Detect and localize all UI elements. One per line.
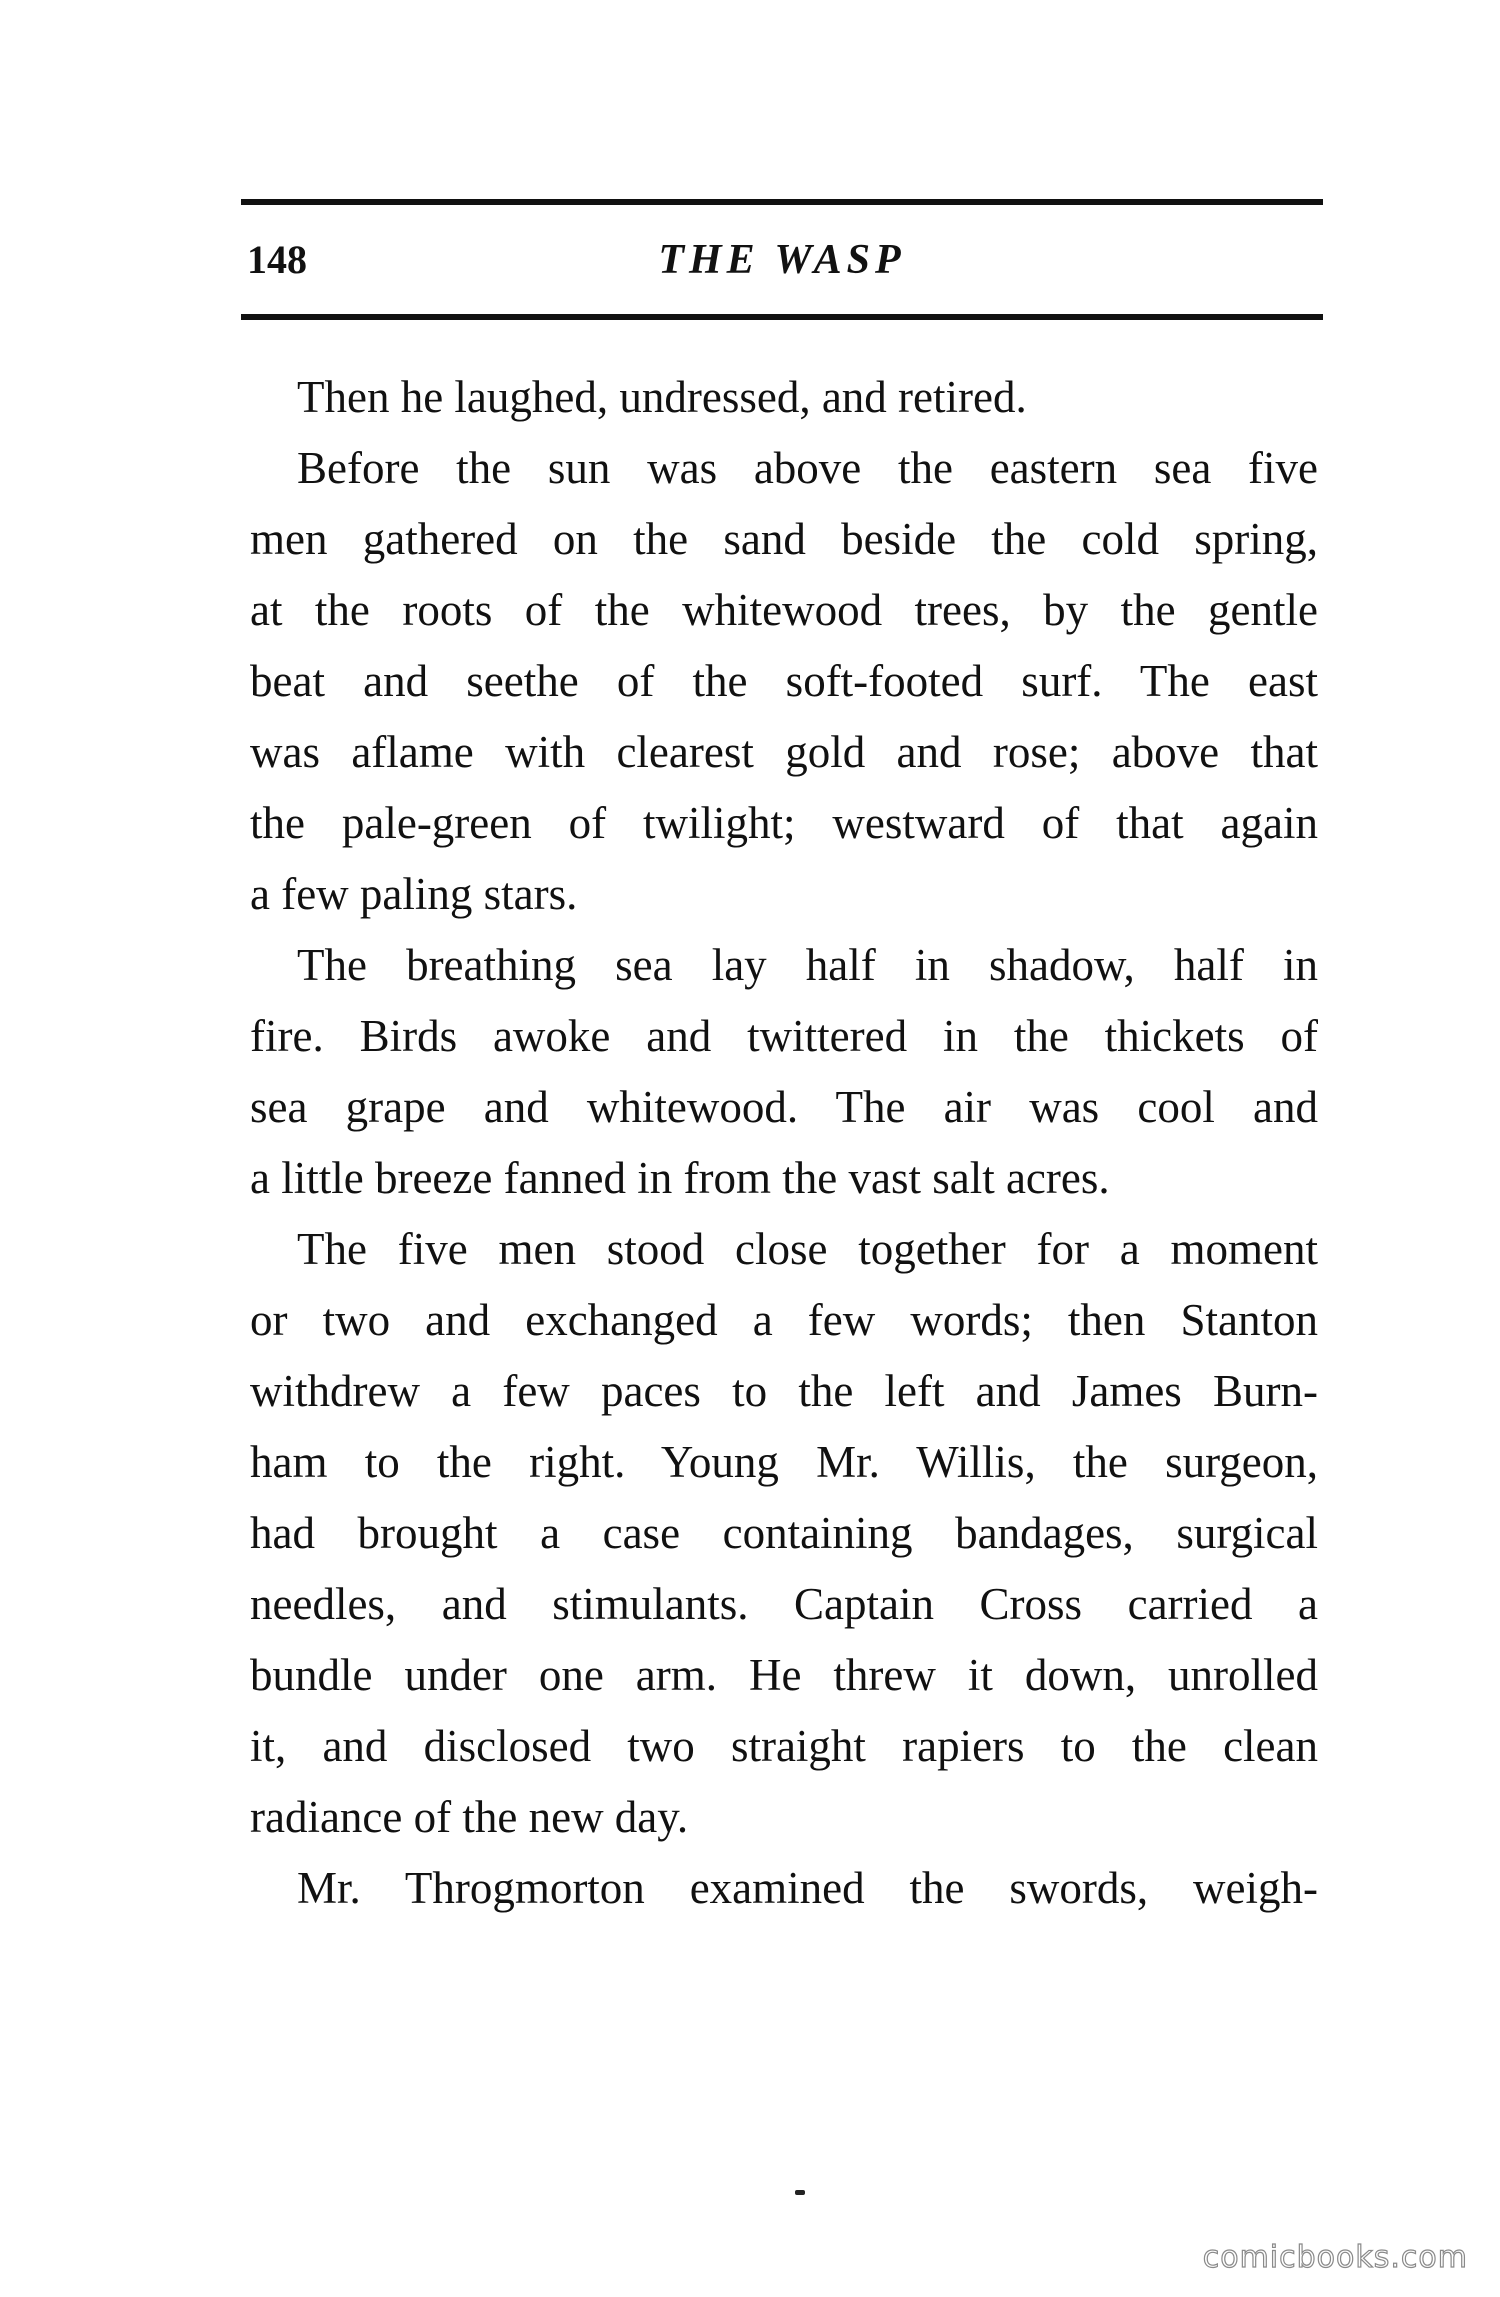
text-line: withdrew a few paces to the left and James Burn- xyxy=(250,1366,1318,1416)
text-line: it, and disclosed two straight rapiers to the clean xyxy=(250,1721,1318,1771)
text-line: or two and exchanged a few words; then Stanton xyxy=(250,1295,1318,1345)
text-line: radiance of the new day. xyxy=(250,1792,689,1842)
text-line: beat and seethe of the soft-footed surf. The east xyxy=(250,656,1318,706)
text-line: needles, and stimulants. Captain Cross carried a xyxy=(250,1579,1318,1629)
text-line: a few paling stars. xyxy=(250,869,578,919)
running-head xyxy=(241,224,1323,294)
text-line: Then he laughed, undressed, and retired. xyxy=(297,372,1027,422)
text-line: The five men stood close together for a moment xyxy=(297,1224,1318,1274)
text-line: at the roots of the whitewood trees, by the gentle xyxy=(250,585,1318,635)
header-rule-bottom xyxy=(241,314,1323,320)
text-line: sea grape and whitewood. The air was cool and xyxy=(250,1082,1318,1132)
text-line: was aflame with clearest gold and rose; above that xyxy=(250,727,1318,777)
page-number: 148 xyxy=(247,237,307,282)
text-line: The breathing sea lay half in shadow, half in xyxy=(297,940,1318,990)
text-line: had brought a case containing bandages, surgical xyxy=(250,1508,1318,1558)
text-line: ham to the right. Young Mr. Willis, the surgeon, xyxy=(250,1437,1318,1487)
running-title: THE WASP xyxy=(658,237,906,283)
text-line: men gathered on the sand beside the cold spring, xyxy=(250,514,1318,564)
text-line: Mr. Throgmorton examined the swords, weigh- xyxy=(297,1863,1318,1913)
ink-speck xyxy=(795,2190,805,2195)
header-rule-top xyxy=(241,199,1323,205)
watermark: comicbooks.com xyxy=(1202,2240,1468,2275)
text-line: bundle under one arm. He threw it down, unrolled xyxy=(250,1650,1318,1700)
body-text xyxy=(250,362,1318,1924)
text-line: the pale-green of twilight; westward of that again xyxy=(250,798,1318,848)
text-line: Before the sun was above the eastern sea five xyxy=(297,443,1318,493)
text-line: fire. Birds awoke and twittered in the thickets of xyxy=(250,1011,1318,1061)
text-line: a little breeze fanned in from the vast salt acres. xyxy=(250,1153,1110,1203)
